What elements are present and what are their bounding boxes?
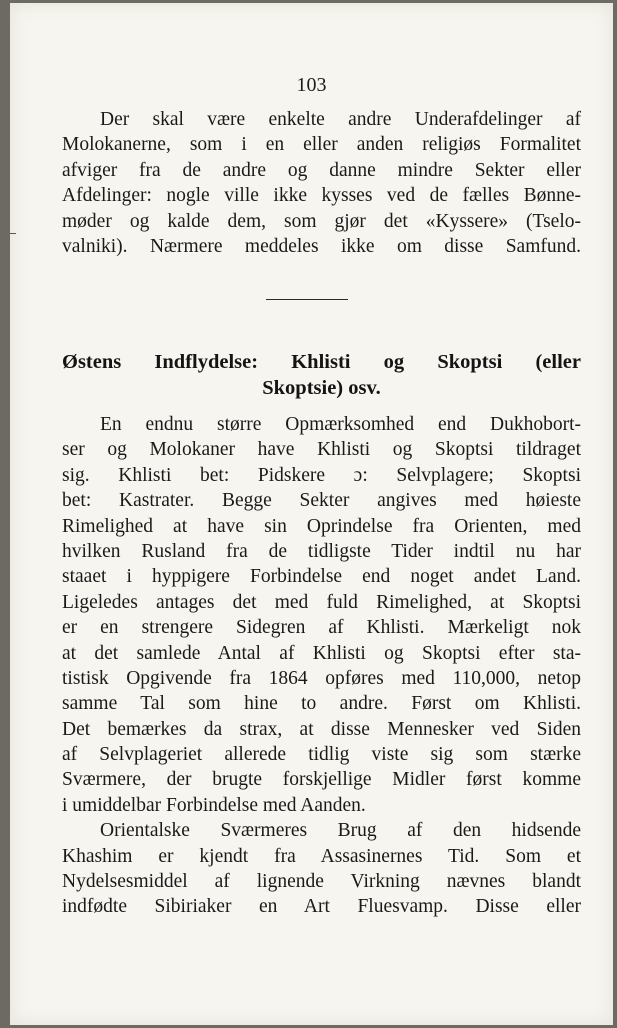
book-page xyxy=(10,3,613,1025)
text-line: af Selvplageriet allerede tidlig viste sig som stærke xyxy=(62,744,581,766)
text-line: Orientalske Sværmeres Brug af den hidsende xyxy=(100,820,581,842)
text-line: valniki). Nærmere meddeles ikke om disse Samfund. xyxy=(62,235,581,257)
text-line: afviger fra de andre og danne mindre Sekter eller xyxy=(62,159,581,181)
text-line: ser og Molokaner have Khlisti og Skoptsi tildraget xyxy=(62,439,581,461)
heading-line: Skoptsie) osv. xyxy=(262,377,381,399)
text-line: Det bemærkes da strax, at disse Mennesker ved Siden xyxy=(62,718,581,740)
text-line: Sværmere, der brugte forskjellige Midler først komme xyxy=(62,769,581,791)
text-line: Molokanerne, som i en eller anden religiøs Formalitet xyxy=(62,134,581,156)
text-line: Ligeledes antages det med fuld Rimelighed, at Skoptsi xyxy=(62,591,581,613)
paragraph-molokan-subdivisions xyxy=(62,107,581,259)
text-line: Der skal være enkelte andre Underafdelinger af xyxy=(100,109,581,130)
text-line: Khashim er kjendt fra Assasinernes Tid. Som et xyxy=(62,845,581,867)
text-line: Afdelinger: nogle ville ikke kysses ved de fælles Bønne- xyxy=(62,185,581,207)
margin-mark xyxy=(10,233,16,234)
heading-line: Østens Indflydelse: Khlisti og Skoptsi (eller xyxy=(62,351,581,373)
text-line: bet: Kastrater. Begge Sekter angives med høieste xyxy=(62,490,581,512)
text-line: er en strengere Sidegren af Khlisti. Mærkeligt nok xyxy=(62,617,581,639)
text-line: Nydelsesmiddel af lignende Virkning nævnes blandt xyxy=(62,871,581,893)
section-divider xyxy=(266,299,348,300)
text-line: møder og kalde dem, som gjør det «Kyssere» (Tselo- xyxy=(62,210,581,232)
text-line: tistisk Opgivende fra 1864 opføres med 110,000, netop xyxy=(62,667,581,689)
text-line: staaet i hyppigere Forbindelse end noget andet Land. xyxy=(62,566,581,588)
section-heading xyxy=(62,349,581,401)
text-line: indfødte Sibiriaker en Art Fluesvamp. Disse eller xyxy=(62,896,581,918)
text-line: hvilken Rusland fra de tidligste Tider indtil nu har xyxy=(62,540,581,562)
text-line: sig. Khlisti bet: Pidskere ɔ: Selvplagere; Skoptsi xyxy=(62,464,581,486)
text-line: Rimelighed at have sin Oprindelse fra Orienten, med xyxy=(62,515,581,537)
text-line: i umiddelbar Forbindelse med Aanden. xyxy=(62,794,366,816)
text-line: samme Tal som hine to andre. Først om Khlisti. xyxy=(62,693,581,715)
text-line: at det samlede Antal af Khlisti og Skoptsi efter sta- xyxy=(62,642,581,664)
paragraph-khlisti-skoptsi xyxy=(62,412,581,920)
page-number: 103 xyxy=(296,74,327,96)
text-line: En endnu større Opmærksomhed end Dukhobort- xyxy=(100,414,581,435)
